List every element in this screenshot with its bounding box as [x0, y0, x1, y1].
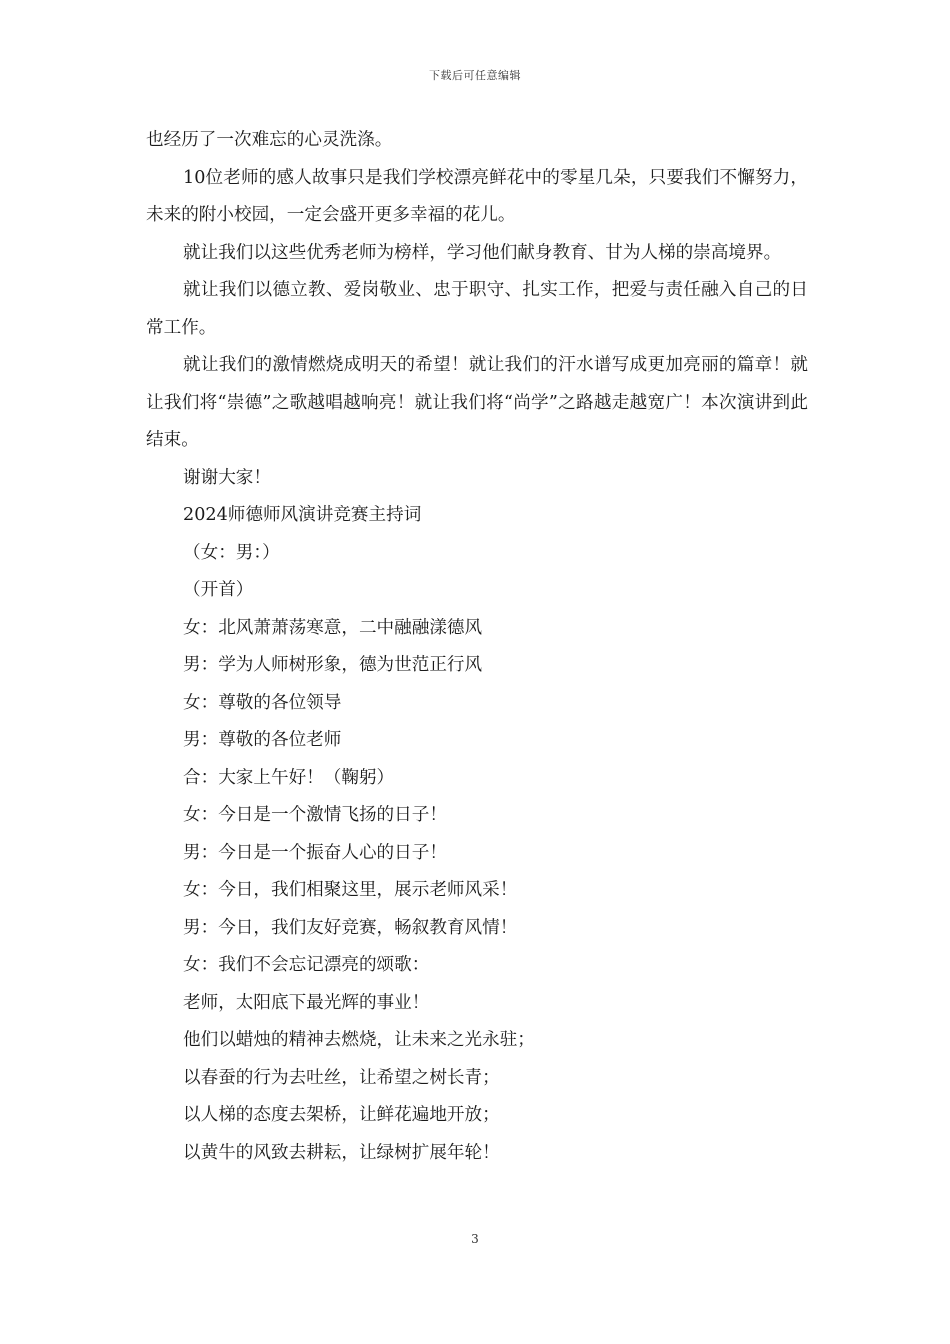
paragraph: 以春蚕的行为去吐丝，让希望之树长青；	[183, 1067, 500, 1088]
paragraph: 男：今日，我们友好竞赛，畅叙教育风情！	[183, 917, 518, 938]
paragraph: 女：北风萧萧荡寒意，二中融融漾德风	[183, 617, 483, 638]
paragraph: 女：今日是一个激情飞扬的日子！	[183, 805, 447, 825]
paragraph: 也经历了一次难忘的心灵洗涤。	[146, 130, 393, 150]
paragraph: 男：今日是一个振奋人心的日子！	[183, 842, 447, 863]
paragraph: 女：今日，我们相聚这里，展示老师风采！	[183, 880, 518, 900]
paragraph: 10位老师的感人故事只是我们学校漂亮鲜花中的零星几朵，只要我们不懈努力，未来的附小校园，一定会盛开更多幸福的花儿。	[146, 167, 808, 225]
paragraph: （女：男：）	[183, 542, 280, 563]
paragraph: 女：尊敬的各位领导	[183, 692, 342, 713]
paragraph: 就让我们以这些优秀老师为榜样，学习他们献身教育、甘为人梯的崇高境界。	[183, 242, 782, 263]
speech-title: 2024师德师风演讲竞赛主持词	[183, 505, 422, 525]
page-header: 下载后可任意编辑	[429, 69, 521, 82]
paragraph: 谢谢大家！	[183, 467, 271, 488]
paragraph: 他们以蜡烛的精神去燃烧，让未来之光永驻；	[183, 1030, 535, 1050]
paragraph: 以人梯的态度去架桥，让鲜花遍地开放；	[183, 1105, 500, 1125]
paragraph: 女：我们不会忘记漂亮的颂歌：	[183, 955, 430, 975]
paragraph: 合：大家上午好！（鞠躬）	[183, 767, 395, 788]
page-number: 3	[471, 1232, 479, 1246]
paragraph: （开首）	[183, 580, 254, 600]
paragraph: 就让我们的激情燃烧成明天的希望！就让我们的汗水谱写成更加亮丽的篇章！就让我们将“崇德”之歌越唱越响亮！就让我们将“尚学”之路越走越宽广！本次演讲到此结束。	[146, 355, 808, 450]
paragraph: 以黄牛的风致去耕耘，让绿树扩展年轮！	[183, 1142, 500, 1163]
document-body	[146, 122, 808, 1172]
paragraph: 就让我们以德立教、爱岗敬业、忠于职守、扎实工作，把爱与责任融入自己的日常工作。	[146, 280, 808, 338]
paragraph: 男：学为人师树形象，德为世范正行风	[183, 655, 483, 675]
paragraph: 老师，太阳底下最光辉的事业！	[183, 992, 430, 1013]
paragraph: 男：尊敬的各位老师	[183, 730, 342, 750]
